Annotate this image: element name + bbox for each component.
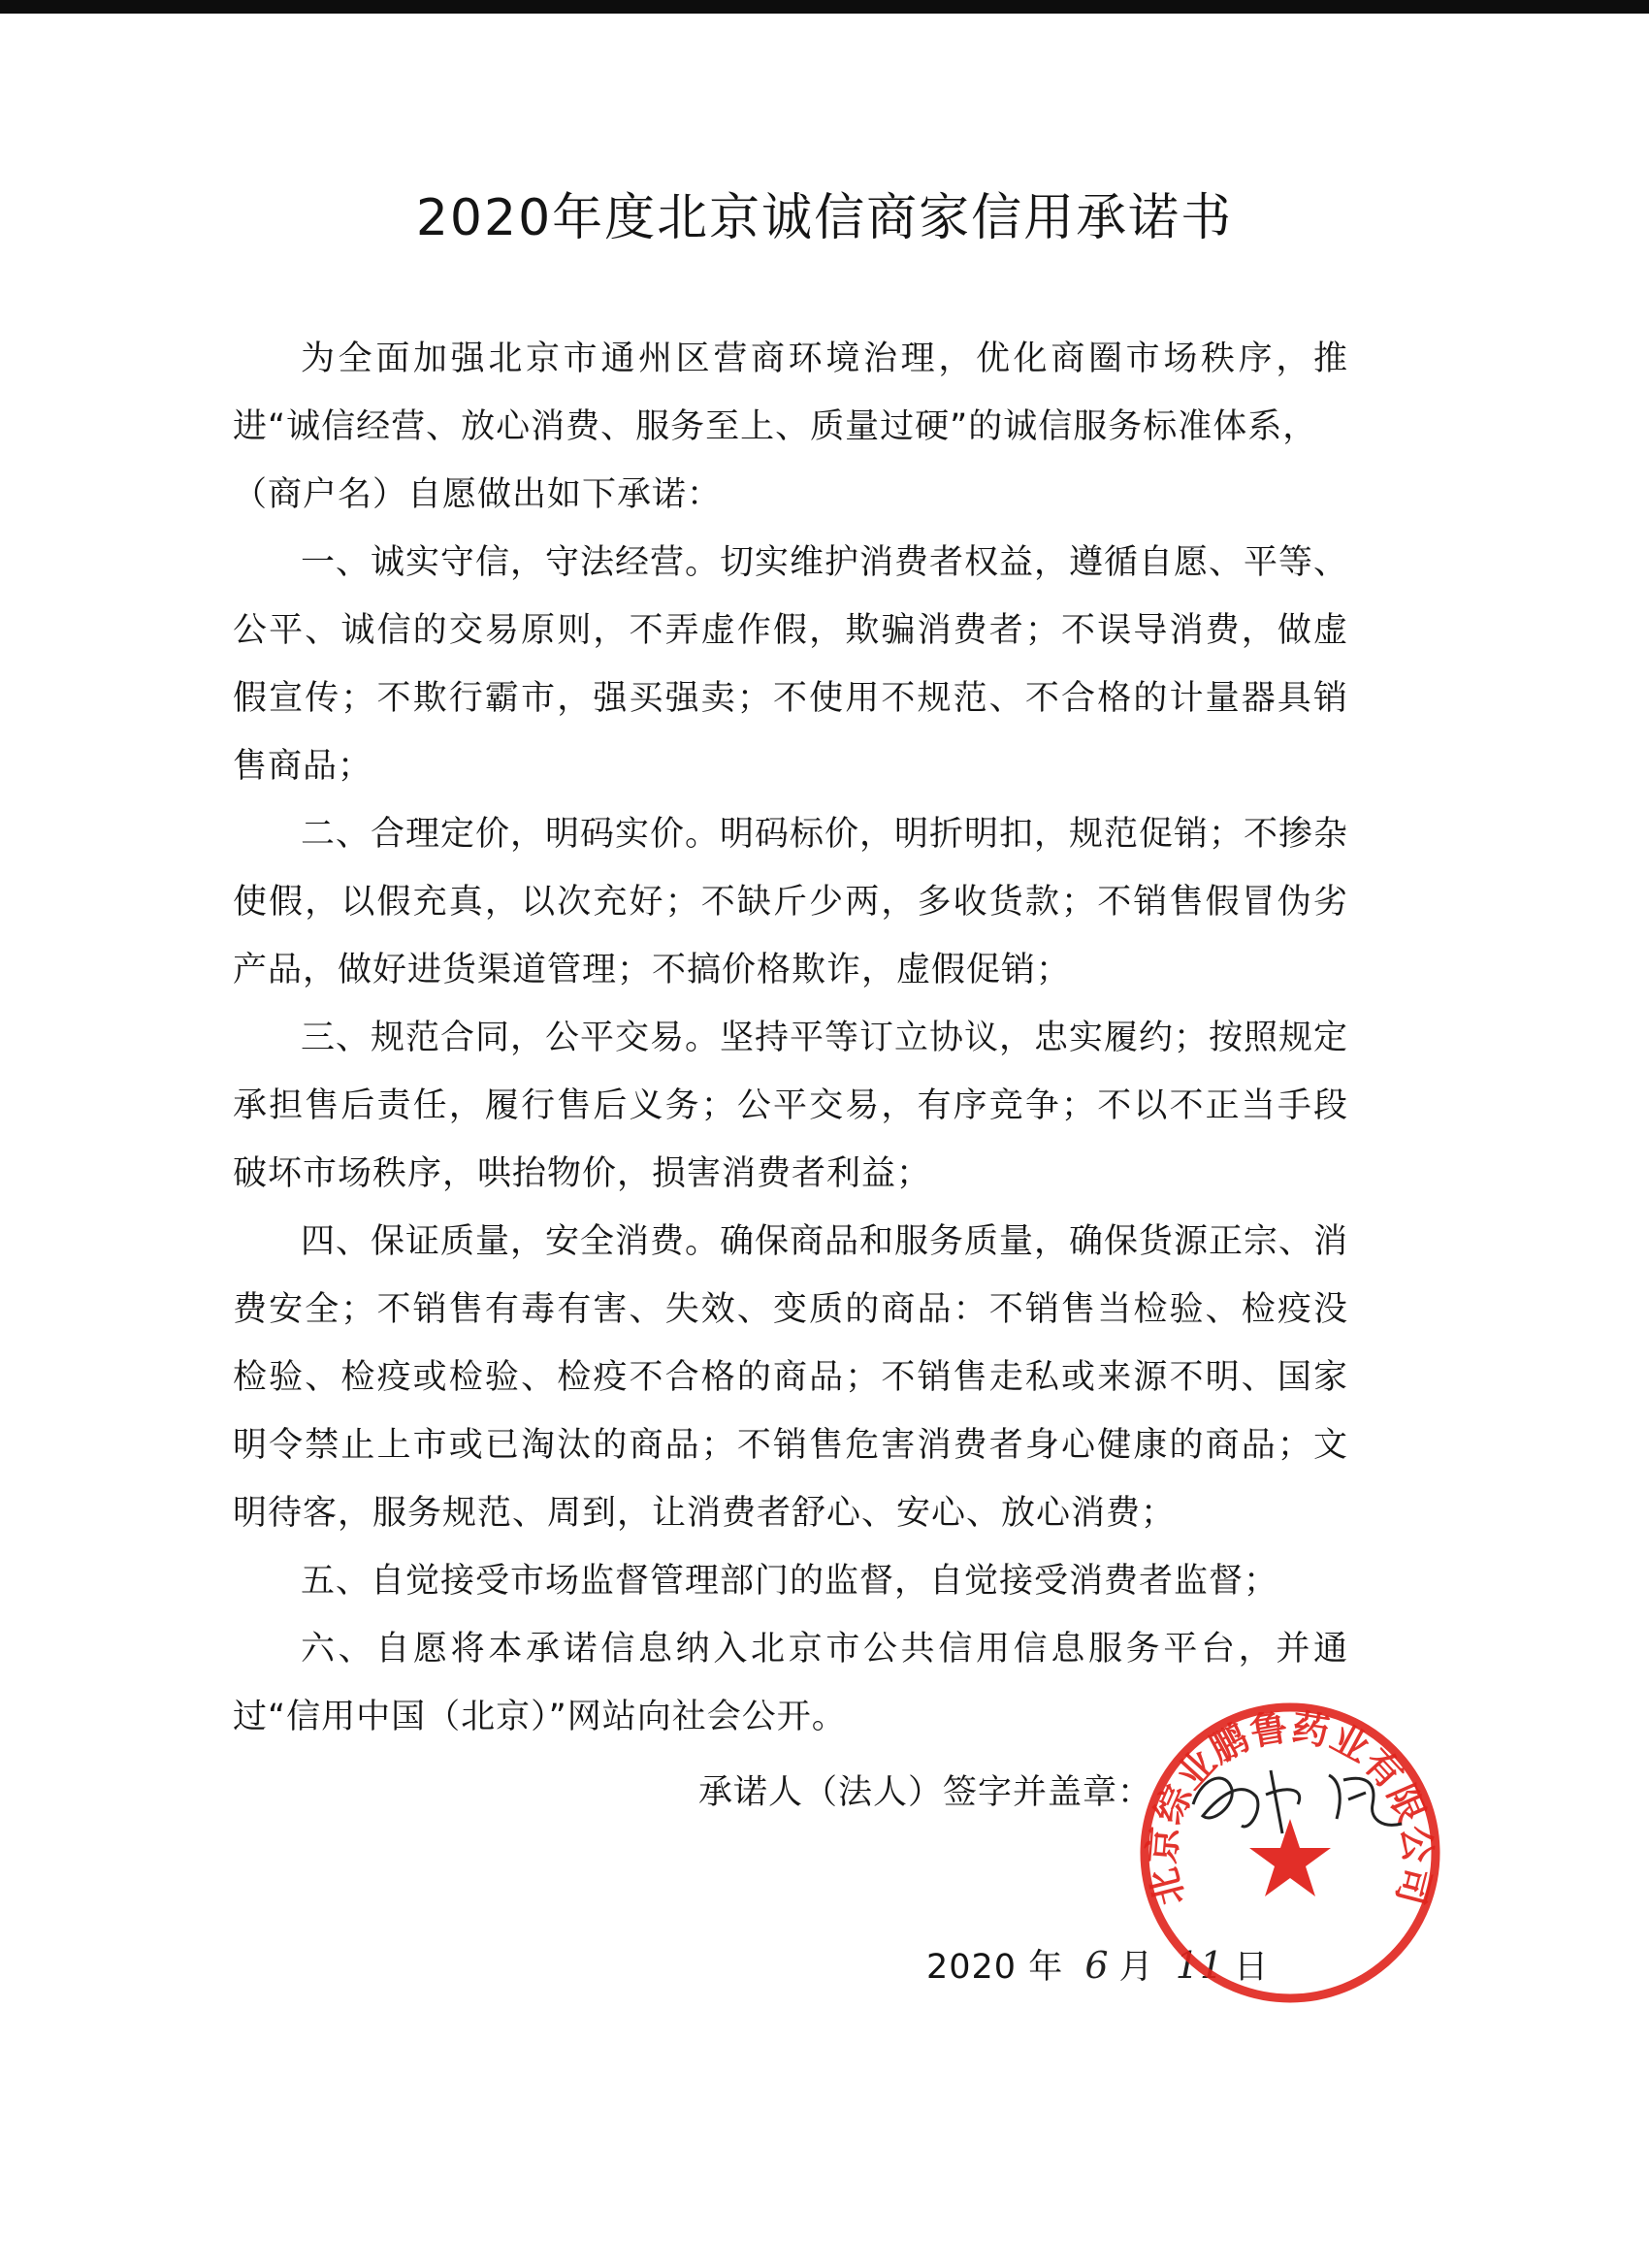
seal-company-name: 北京综业鹏鲁药业有限公司 (1140, 1705, 1440, 1910)
intro-continuation: （商户名）自愿做出如下承诺： (233, 475, 723, 514)
date-month-unit: 月 (1118, 1948, 1154, 1987)
scan-border (0, 0, 1649, 14)
clause-4: 四、保证质量，安全消费。确保商品和服务质量，确保货源正宗、消费安全；不销售有毒有害、失效、变质的商品：不销售当检验、检疫没检验、检疫或检验、检疫不合格的商品；不销售走私或来源不明、国家明令禁止上市或已淘汰的商品；不销售危害消费者身心健康的商品；文明待客，服务规范、周到，让消费者舒心、安心、放心消费； (233, 1222, 1349, 1533)
clause-3: 三、规范合同，公平交易。坚持平等订立协议，忠实履约；按照规定承担售后责任，履行售后义务；公平交易，有序竞争；不以不正当手段破坏市场秩序，哄抬物价，损害消费者利益； (233, 1019, 1349, 1193)
clause-1: 一、诚实守信，守法经营。切实维护消费者权益，遵循自愿、平等、公平、诚信的交易原则，不弄虚作假，欺骗消费者；不误导消费，做虚假宣传；不欺行霸市，强买强卖；不使用不规范、不合格的计量器具销售商品； (233, 543, 1349, 786)
company-seal-stamp (1116, 1678, 1465, 2027)
date-day: 11 (1175, 1944, 1225, 1987)
clause-2: 二、合理定价，明码实价。明码标价，明折明扣，规范促销；不掺杂使假，以假充真，以次充好；不缺斤少两，多收货款；不销售假冒伪劣产品，做好进货渠道管理；不搞价格欺诈，虚假促销； (233, 815, 1349, 989)
clause-6: 六、自愿将本承诺信息纳入北京市公共信用信息服务平台，并通过“信用中国（北京）”网站向社会公开。 (233, 1630, 1348, 1736)
signature-label: 承诺人（法人）签字并盖章： (698, 1773, 1153, 1812)
date-year-unit: 年 (1028, 1948, 1064, 1987)
date-year: 2020 (926, 1948, 1018, 1987)
clause-5: 五、自觉接受市场监督管理部门的监督，自觉接受消费者监督； (301, 1562, 1279, 1601)
document-body (233, 325, 1348, 1751)
date-day-unit: 日 (1234, 1948, 1270, 1987)
date-month: 6 (1084, 1944, 1110, 1987)
document-title: 2020年度北京诚信商家信用承诺书 (415, 189, 1234, 247)
intro-paragraph: 为全面加强北京市通州区营商环境治理，优化商圈市场秩序，推进“诚信经营、放心消费、服务至上、质量过硬”的诚信服务标准体系， (233, 340, 1348, 446)
handwritten-signature (1174, 1736, 1426, 1853)
